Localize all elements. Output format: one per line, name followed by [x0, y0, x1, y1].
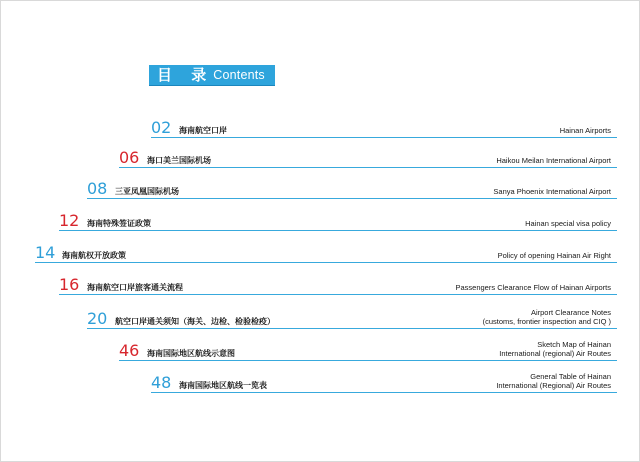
toc-title-chinese: 海口美兰国际机场 — [147, 156, 211, 165]
toc-entry[interactable] — [59, 265, 617, 295]
toc-title-english: General Table of Hainan International (Regional) Air Routes — [496, 372, 611, 390]
toc-title-english: Hainan Airports — [559, 126, 611, 135]
toc-rule — [119, 360, 617, 361]
toc-entry[interactable] — [151, 108, 617, 138]
toc-rule — [59, 230, 617, 231]
toc-rule — [87, 328, 617, 329]
toc-title-english: Hainan special visa policy — [525, 219, 611, 228]
toc-entry[interactable] — [151, 363, 617, 393]
toc-title-english: Sketch Map of Hainan International (regional) Air Routes — [499, 340, 611, 358]
toc-title-english: Sanya Phoenix International Airport — [493, 187, 611, 196]
toc-title-chinese: 海南航空口岸 — [179, 126, 227, 135]
toc-page-number: 02 — [151, 118, 172, 137]
toc-title-chinese: 三亚凤凰国际机场 — [115, 187, 179, 196]
toc-title-english: Policy of opening Hainan Air Right — [497, 251, 611, 260]
toc-rule — [59, 294, 617, 295]
toc-rule — [119, 167, 617, 168]
toc-page-number: 16 — [59, 275, 80, 294]
toc-title-chinese: 航空口岸通关须知（海关、边检、检验检疫） — [115, 317, 275, 326]
toc-page-number: 46 — [119, 341, 140, 360]
toc-page-number: 20 — [87, 309, 108, 328]
toc-title-chinese: 海南特殊签证政策 — [87, 219, 151, 228]
toc-entry[interactable] — [59, 201, 617, 231]
toc-title-chinese: 海南航空口岸旅客通关流程 — [87, 283, 183, 292]
toc-rule — [35, 262, 617, 263]
toc-title-english: Passengers Clearance Flow of Hainan Airports — [455, 283, 611, 292]
contents-title-bar — [149, 65, 275, 85]
toc-entry[interactable] — [35, 233, 617, 263]
toc-page-number: 06 — [119, 148, 140, 167]
toc-title-chinese: 海南航权开放政策 — [62, 251, 126, 260]
toc-page-number: 14 — [35, 243, 56, 262]
toc-rule — [151, 392, 617, 393]
title-english: Contents — [213, 68, 265, 82]
toc-entry[interactable] — [87, 299, 617, 329]
toc-page-number: 08 — [87, 179, 108, 198]
toc-entry[interactable] — [119, 331, 617, 361]
toc-title-chinese: 海南国际地区航线一览表 — [179, 381, 267, 390]
title-chinese: 目 录 — [157, 66, 214, 84]
toc-entry[interactable] — [87, 169, 617, 199]
toc-page-number: 12 — [59, 211, 80, 230]
toc-title-chinese: 海南国际地区航线示意图 — [147, 349, 235, 358]
toc-title-english: Airport Clearance Notes (customs, frontier inspection and CIQ ) — [482, 308, 611, 326]
toc-rule — [87, 198, 617, 199]
toc-title-english: Haikou Meilan International Airport — [496, 156, 611, 165]
toc-page-number: 48 — [151, 373, 172, 392]
toc-entry[interactable] — [119, 138, 617, 168]
